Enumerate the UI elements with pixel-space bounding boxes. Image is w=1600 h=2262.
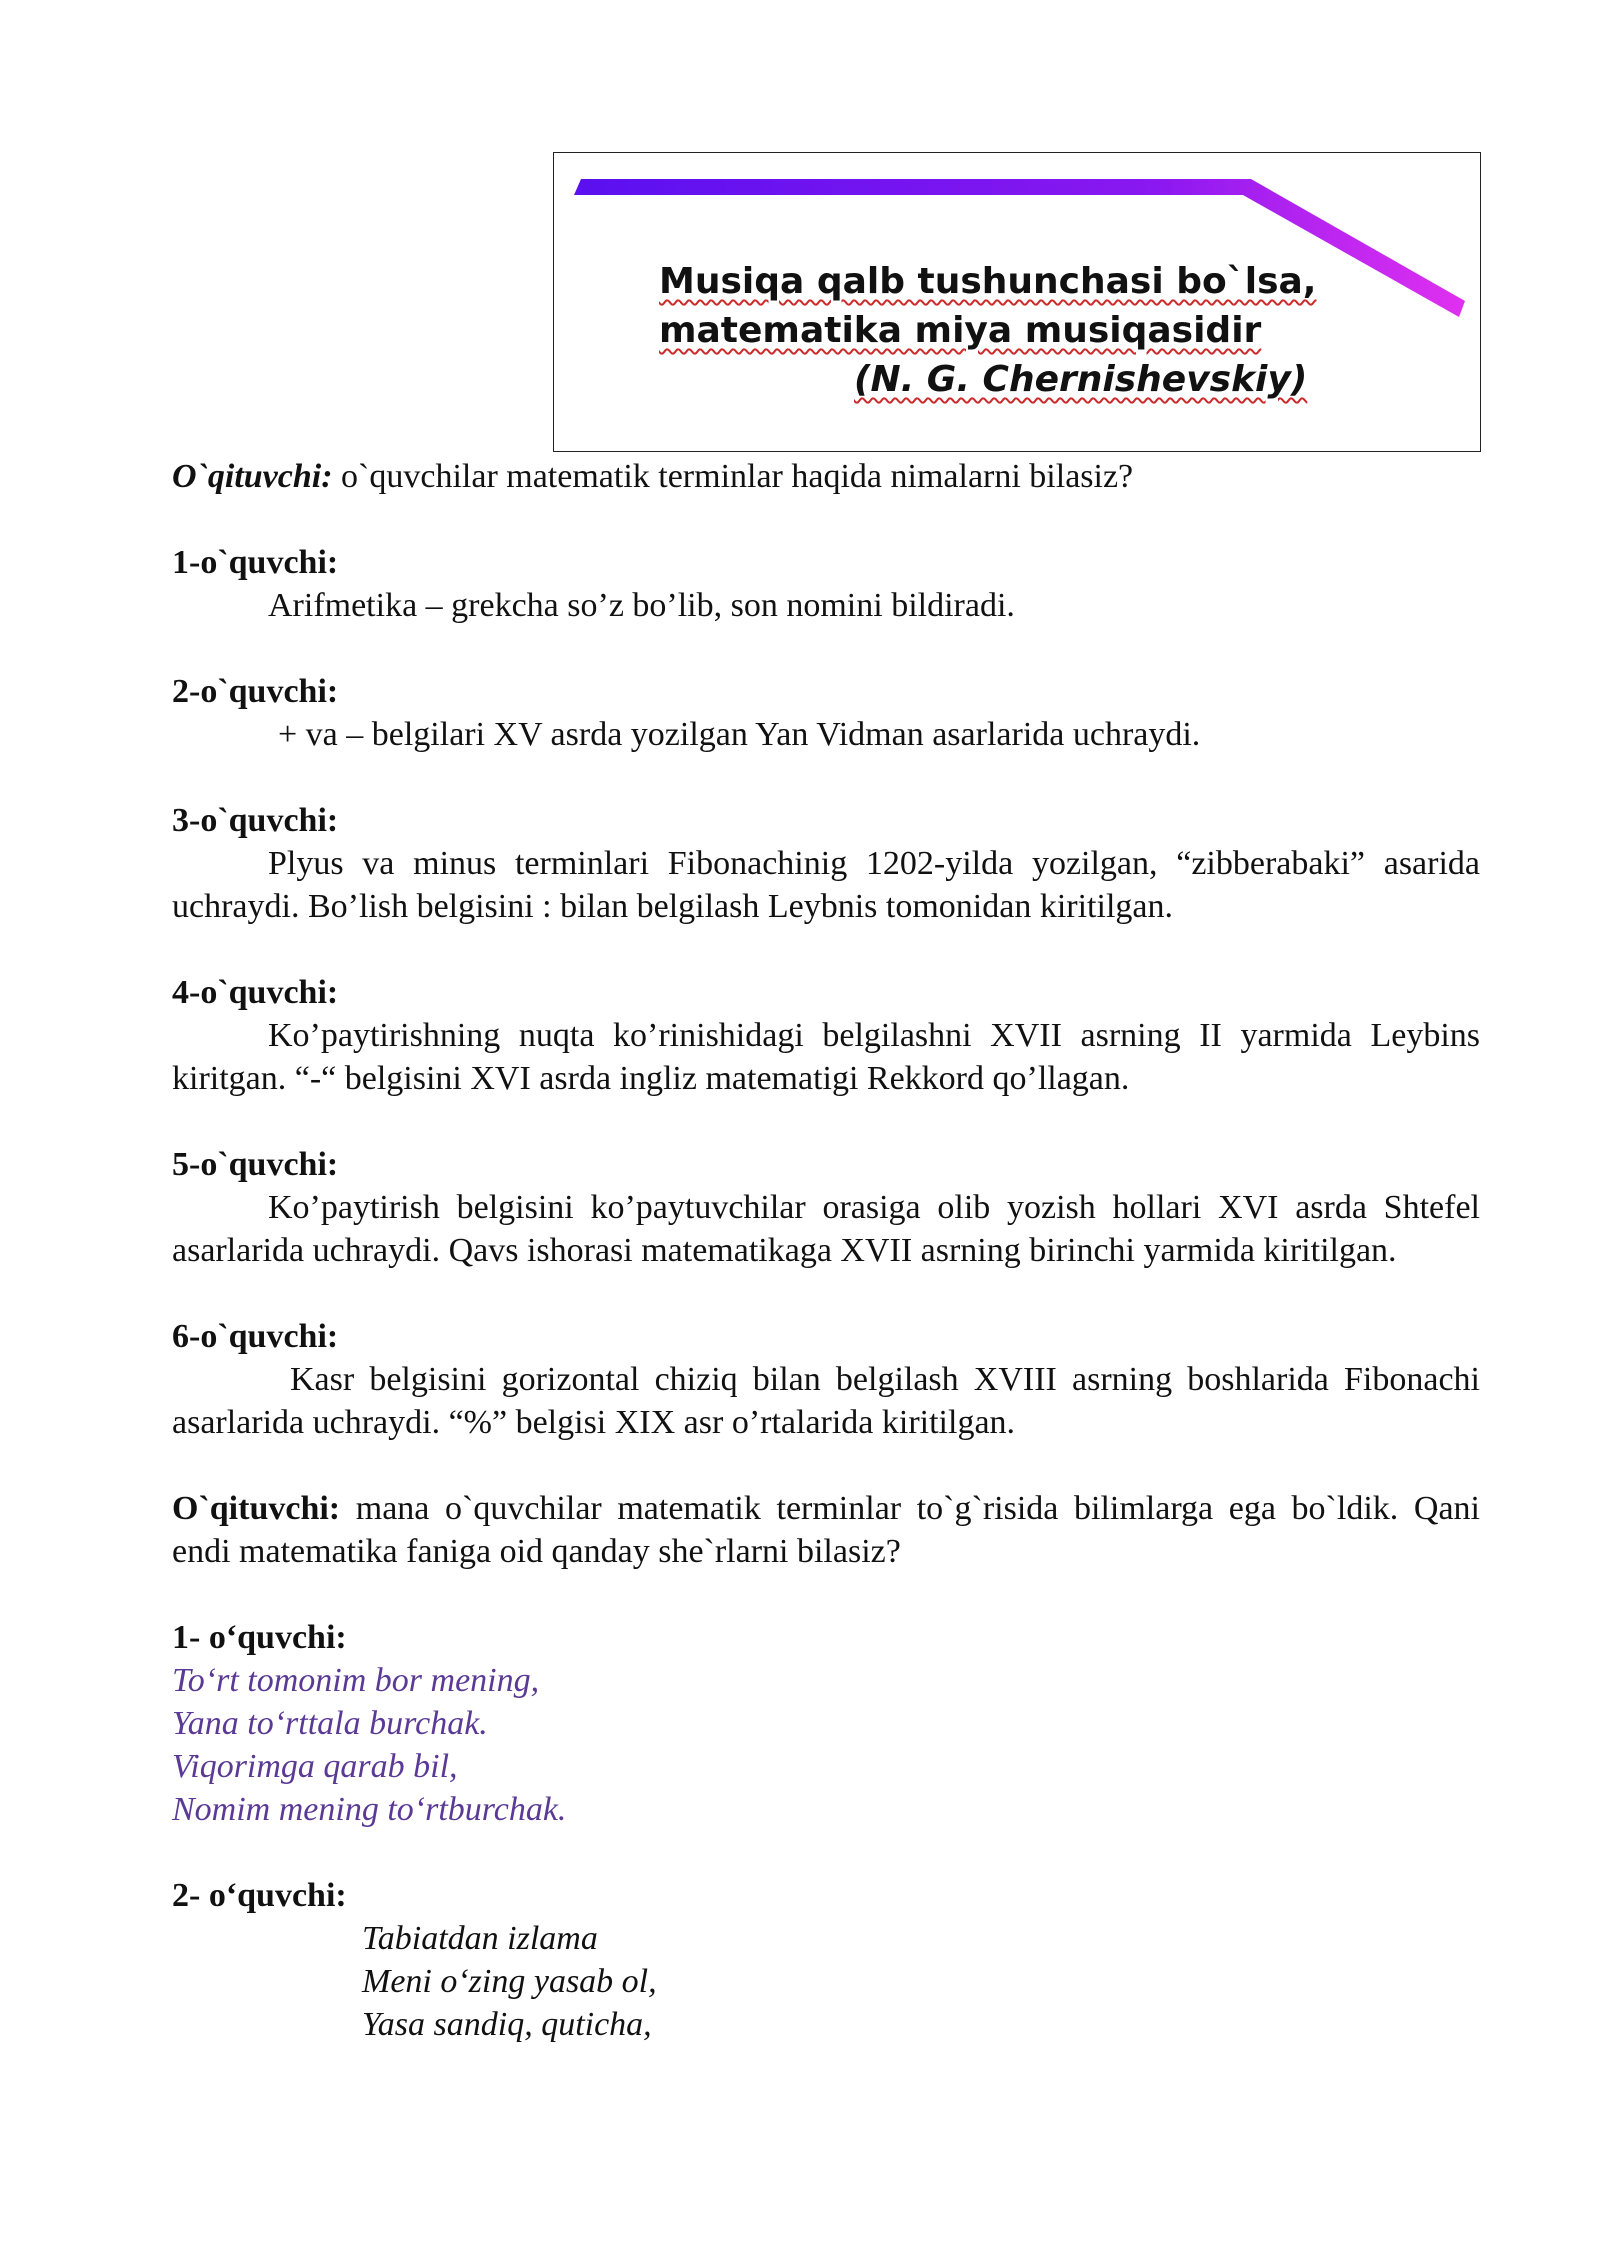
poem-line: To‘rt tomonim bor mening,	[172, 1662, 540, 1699]
poem-label: 1- o‘quvchi:	[172, 1619, 347, 1656]
quote-box	[553, 152, 1481, 452]
student-answer: Arifmetika – grekcha so’z bo’lib, son nomini bildiradi.	[268, 587, 1015, 624]
quote-line-2: matematika miya musiqasidir	[659, 310, 1262, 351]
poem-line: Yana to‘rttala burchak.	[172, 1705, 488, 1742]
poem-line: Meni o‘zing yasab ol,	[362, 1963, 657, 2000]
student-label: 3-o`quvchi:	[172, 802, 339, 839]
teacher-label: O`qituvchi:	[172, 458, 333, 495]
student-label: 2-o`quvchi:	[172, 673, 339, 710]
poem-line: Viqorimga qarab bil,	[172, 1748, 458, 1785]
student-answer: Plyus va minus terminlari Fibonachinig 1202-yilda yozilgan, “zibberabaki” asarida uchraydi. Bo’lish belgisini : bilan belgilash Leybnis tomonidan kiritilgan.	[172, 845, 1480, 925]
teacher-label: O`qituvchi:	[172, 1490, 341, 1527]
teacher-text: mana o`quvchilar matematik terminlar to`g`risida bilimlarga ega bo`ldik. Qani endi matematika faniga oid qanday she`rlarni bilasiz?	[172, 1490, 1480, 1570]
student-label: 6-o`quvchi:	[172, 1318, 339, 1355]
quote-line-1: Musiqa qalb tushunchasi bo`lsa,	[659, 261, 1317, 302]
teacher-text: o`quvchilar matematik terminlar haqida nimalarni bilasiz?	[332, 458, 1134, 495]
teacher-question	[172, 455, 1480, 498]
student-label: 4-o`quvchi:	[172, 974, 339, 1011]
student-answer: Ko’paytirishning nuqta ko’rinishidagi belgilashni XVII asrning II yarmida Leybins kiritgan. “-“ belgisini XVI asrda ingliz matematigi Rekkord qo’llagan.	[172, 1017, 1480, 1097]
poem-line: Nomim mening to‘rtburchak.	[172, 1791, 567, 1828]
quote-text	[659, 257, 1359, 404]
teacher-closing	[172, 1487, 1480, 1573]
quote-author: (N. G. Chernishevskiy)	[854, 359, 1308, 400]
student-label: 5-o`quvchi:	[172, 1146, 339, 1183]
student-label: 1-o`quvchi:	[172, 544, 339, 581]
document-body	[172, 455, 1480, 2046]
poem-line: Tabiatdan izlama	[362, 1920, 598, 1957]
student-answer: + va – belgilari XV asrda yozilgan Yan Vidman asarlarida uchraydi.	[278, 716, 1201, 753]
poem-label: 2- o‘quvchi:	[172, 1877, 347, 1914]
poem-line: Yasa sandiq, quticha,	[362, 2006, 652, 2043]
student-answer: Ko’paytirish belgisini ko’paytuvchilar orasiga olib yozish hollari XVI asrda Shtefel asarlarida uchraydi. Qavs ishorasi matematikaga XVII asrning birinchi yarmida kiritilgan.	[172, 1189, 1480, 1269]
student-answer: Kasr belgisini gorizontal chiziq bilan belgilash XVIII asrning boshlarida Fibonachi asarlarida uchraydi. “%” belgisi XIX asr o’rtalarida kiritilgan.	[172, 1361, 1480, 1441]
